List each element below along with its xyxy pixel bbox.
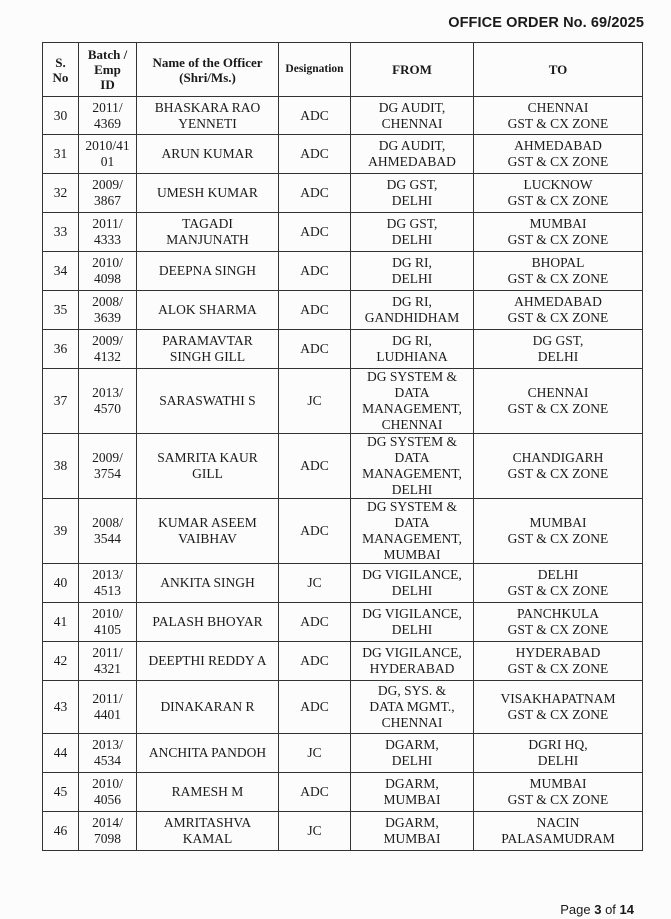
table-row: [43, 330, 643, 369]
cell-name: ARUN KUMAR: [137, 135, 279, 174]
cell-sno: 36: [43, 330, 79, 369]
cell-designation: ADC: [279, 135, 351, 174]
cell-from: DG SYSTEM & DATA MANAGEMENT, DELHI: [351, 434, 474, 499]
cell-to: MUMBAI GST & CX ZONE: [474, 213, 643, 252]
cell-batch: 2010/ 4056: [79, 773, 137, 812]
cell-designation: ADC: [279, 252, 351, 291]
cell-from: DGARM, DELHI: [351, 734, 474, 773]
cell-sno: 34: [43, 252, 79, 291]
cell-name: DEEPNA SINGH: [137, 252, 279, 291]
col-header-sno: S. No: [43, 43, 79, 97]
cell-from: DG SYSTEM & DATA MANAGEMENT, CHENNAI: [351, 369, 474, 434]
cell-name: ALOK SHARMA: [137, 291, 279, 330]
table-row: [43, 252, 643, 291]
page-current: 3: [594, 902, 602, 917]
cell-batch: 2009/ 4132: [79, 330, 137, 369]
table-row: [43, 291, 643, 330]
cell-sno: 41: [43, 603, 79, 642]
cell-sno: 35: [43, 291, 79, 330]
cell-from: DG RI, GANDHIDHAM: [351, 291, 474, 330]
cell-sno: 39: [43, 499, 79, 564]
cell-batch: 2008/ 3639: [79, 291, 137, 330]
cell-name: RAMESH M: [137, 773, 279, 812]
cell-batch: 2013/ 4513: [79, 564, 137, 603]
cell-name: SAMRITA KAUR GILL: [137, 434, 279, 499]
cell-designation: ADC: [279, 174, 351, 213]
cell-designation: ADC: [279, 773, 351, 812]
cell-name: UMESH KUMAR: [137, 174, 279, 213]
cell-sno: 33: [43, 213, 79, 252]
cell-sno: 40: [43, 564, 79, 603]
cell-batch: 2013/ 4534: [79, 734, 137, 773]
cell-to: VISAKHAPATNAM GST & CX ZONE: [474, 681, 643, 734]
cell-from: DG VIGILANCE, DELHI: [351, 564, 474, 603]
table-row: [43, 642, 643, 681]
cell-to: LUCKNOW GST & CX ZONE: [474, 174, 643, 213]
cell-sno: 31: [43, 135, 79, 174]
office-order-title: OFFICE ORDER No. 69/2025: [448, 15, 644, 31]
cell-designation: ADC: [279, 97, 351, 135]
cell-to: PANCHKULA GST & CX ZONE: [474, 603, 643, 642]
cell-designation: JC: [279, 734, 351, 773]
table-row: [43, 734, 643, 773]
cell-sno: 42: [43, 642, 79, 681]
cell-designation: JC: [279, 369, 351, 434]
cell-name: AMRITASHVA KAMAL: [137, 812, 279, 851]
table-row: [43, 174, 643, 213]
cell-to: CHENNAI GST & CX ZONE: [474, 369, 643, 434]
table-header-row: [43, 43, 643, 97]
cell-name: SARASWATHI S: [137, 369, 279, 434]
cell-to: CHANDIGARH GST & CX ZONE: [474, 434, 643, 499]
cell-sno: 30: [43, 97, 79, 135]
cell-sno: 37: [43, 369, 79, 434]
cell-batch: 2008/ 3544: [79, 499, 137, 564]
col-header-name: Name of the Officer (Shri/Ms.): [137, 43, 279, 97]
cell-name: ANKITA SINGH: [137, 564, 279, 603]
page-number: [560, 902, 634, 917]
cell-designation: ADC: [279, 681, 351, 734]
col-header-to: TO: [474, 43, 643, 97]
cell-to: DG GST, DELHI: [474, 330, 643, 369]
cell-batch: 2011/ 4401: [79, 681, 137, 734]
cell-batch: 2011/ 4321: [79, 642, 137, 681]
cell-name: BHASKARA RAO YENNETI: [137, 97, 279, 135]
table-row: [43, 499, 643, 564]
cell-name: ANCHITA PANDOH: [137, 734, 279, 773]
cell-to: HYDERABAD GST & CX ZONE: [474, 642, 643, 681]
table-row: [43, 812, 643, 851]
table-row: [43, 603, 643, 642]
cell-designation: JC: [279, 564, 351, 603]
table-row: [43, 369, 643, 434]
cell-sno: 32: [43, 174, 79, 213]
page-prefix: Page: [560, 902, 591, 917]
cell-designation: ADC: [279, 330, 351, 369]
table-row: [43, 681, 643, 734]
cell-name: PALASH BHOYAR: [137, 603, 279, 642]
cell-from: DG RI, DELHI: [351, 252, 474, 291]
officer-transfer-table: [42, 42, 643, 851]
cell-name: KUMAR ASEEM VAIBHAV: [137, 499, 279, 564]
cell-from: DG AUDIT, AHMEDABAD: [351, 135, 474, 174]
page-total: 14: [619, 902, 634, 917]
cell-sno: 45: [43, 773, 79, 812]
cell-from: DG GST, DELHI: [351, 174, 474, 213]
cell-to: DELHI GST & CX ZONE: [474, 564, 643, 603]
cell-to: MUMBAI GST & CX ZONE: [474, 773, 643, 812]
cell-designation: JC: [279, 812, 351, 851]
cell-from: DG SYSTEM & DATA MANAGEMENT, MUMBAI: [351, 499, 474, 564]
cell-from: DGARM, MUMBAI: [351, 812, 474, 851]
cell-name: DINAKARAN R: [137, 681, 279, 734]
cell-from: DGARM, MUMBAI: [351, 773, 474, 812]
cell-name: PARAMAVTAR SINGH GILL: [137, 330, 279, 369]
cell-batch: 2010/ 4105: [79, 603, 137, 642]
cell-from: DG VIGILANCE, DELHI: [351, 603, 474, 642]
cell-to: CHENNAI GST & CX ZONE: [474, 97, 643, 135]
cell-name: DEEPTHI REDDY A: [137, 642, 279, 681]
table-row: [43, 564, 643, 603]
cell-from: DG GST, DELHI: [351, 213, 474, 252]
cell-sno: 44: [43, 734, 79, 773]
cell-designation: ADC: [279, 434, 351, 499]
cell-to: AHMEDABAD GST & CX ZONE: [474, 291, 643, 330]
table-row: [43, 773, 643, 812]
cell-from: DG AUDIT, CHENNAI: [351, 97, 474, 135]
cell-batch: 2011/ 4333: [79, 213, 137, 252]
table-row: [43, 434, 643, 499]
cell-designation: ADC: [279, 291, 351, 330]
cell-batch: 2013/ 4570: [79, 369, 137, 434]
col-header-designation: Designation: [279, 43, 351, 97]
table-row: [43, 135, 643, 174]
page-of: of: [605, 902, 616, 917]
cell-sno: 43: [43, 681, 79, 734]
cell-batch: 2010/ 4098: [79, 252, 137, 291]
cell-to: BHOPAL GST & CX ZONE: [474, 252, 643, 291]
cell-from: DG RI, LUDHIANA: [351, 330, 474, 369]
cell-designation: ADC: [279, 213, 351, 252]
col-header-batch: Batch / Emp ID: [79, 43, 137, 97]
cell-batch: 2011/ 4369: [79, 97, 137, 135]
table-body: [43, 97, 643, 851]
cell-sno: 46: [43, 812, 79, 851]
col-header-from: FROM: [351, 43, 474, 97]
cell-batch: 2009/ 3754: [79, 434, 137, 499]
cell-to: MUMBAI GST & CX ZONE: [474, 499, 643, 564]
cell-batch: 2009/ 3867: [79, 174, 137, 213]
cell-name: TAGADI MANJUNATH: [137, 213, 279, 252]
table-row: [43, 213, 643, 252]
cell-batch: 2010/41 01: [79, 135, 137, 174]
table-row: [43, 97, 643, 135]
cell-sno: 38: [43, 434, 79, 499]
cell-from: DG, SYS. & DATA MGMT., CHENNAI: [351, 681, 474, 734]
cell-from: DG VIGILANCE, HYDERABAD: [351, 642, 474, 681]
cell-batch: 2014/ 7098: [79, 812, 137, 851]
cell-to: NACIN PALASAMUDRAM: [474, 812, 643, 851]
cell-to: DGRI HQ, DELHI: [474, 734, 643, 773]
cell-designation: ADC: [279, 603, 351, 642]
cell-designation: ADC: [279, 499, 351, 564]
cell-designation: ADC: [279, 642, 351, 681]
cell-to: AHMEDABAD GST & CX ZONE: [474, 135, 643, 174]
